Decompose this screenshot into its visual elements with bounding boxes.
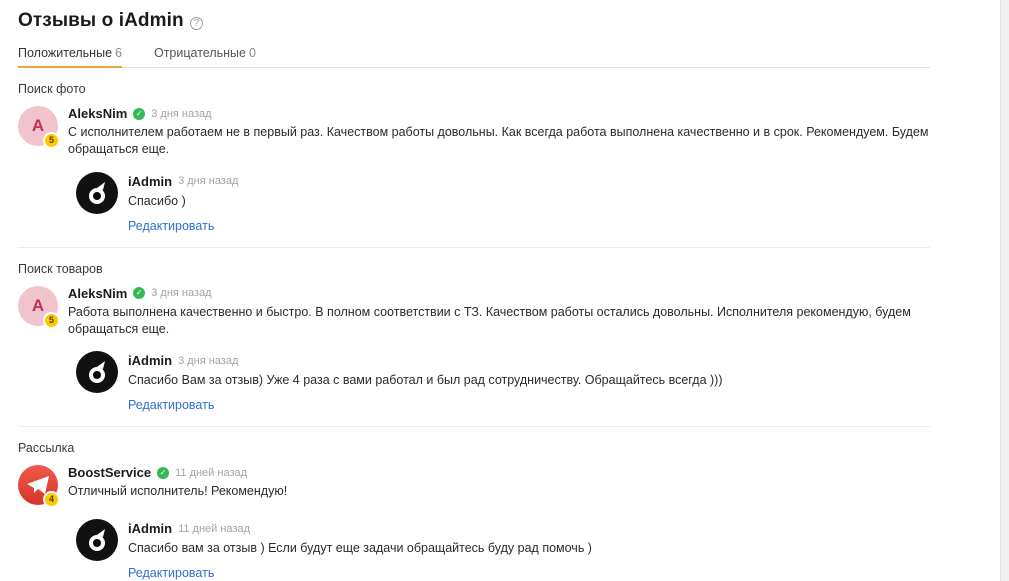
reply-author-line — [128, 174, 930, 189]
review-author-line — [68, 106, 930, 121]
tab-positive-count: 6 — [115, 46, 122, 60]
avatar-iadmin[interactable] — [76, 172, 118, 214]
rating-badge: 4 — [43, 491, 60, 508]
reply-author-line — [128, 521, 930, 536]
review-body — [68, 106, 930, 158]
edit-reply-link[interactable]: Редактировать — [128, 566, 215, 581]
review-reply — [76, 519, 930, 581]
review-text: Работа выполнена качественно и быстро. В полном соответствии с ТЗ. Качеством работы остались довольны. Исполнителя рекомендую, будем обращаться еще. — [68, 304, 911, 336]
reply-body — [128, 172, 930, 235]
avatar-iadmin[interactable] — [76, 519, 118, 561]
reply-body — [128, 351, 930, 414]
review-text: С исполнителем работаем не в первый раз. Качеством работы довольны. Как всегда работа выполнена качественно и в срок. Рекомендуем. Будем обращаться еще. — [68, 125, 929, 156]
reply-time: 3 дня назад — [178, 175, 239, 188]
reply-time: 11 дней назад — [178, 522, 250, 535]
rating-badge: 5 — [43, 132, 60, 149]
review-main-row — [18, 106, 930, 158]
page-header — [18, 0, 930, 32]
logo-icon — [87, 360, 107, 384]
page-scroll-strip[interactable] — [1000, 0, 1009, 581]
tab-positive[interactable] — [18, 42, 134, 67]
review-text: Отличный исполнитель! Рекомендую! — [68, 484, 288, 499]
review-section-label: Поиск фото — [18, 82, 86, 96]
avatar-iadmin[interactable] — [76, 351, 118, 393]
review-time: 3 дня назад — [151, 107, 212, 120]
reply-body — [128, 519, 930, 581]
review-item — [18, 427, 930, 581]
reply-text: Спасибо Вам за отзыв) Уже 4 раза с вами работал и был рад сотрудничеству. Обращайтесь всегда ))) — [128, 373, 723, 388]
review-reply — [76, 351, 930, 414]
review-main-row — [18, 286, 930, 338]
tab-negative[interactable] — [154, 42, 268, 67]
reply-author[interactable]: iAdmin — [128, 173, 173, 189]
avatar[interactable] — [18, 106, 58, 146]
review-body — [68, 286, 930, 338]
reply-author-line — [128, 353, 930, 368]
tab-negative-count: 0 — [248, 46, 256, 60]
avatar[interactable] — [18, 286, 58, 326]
reply-time: 3 дня назад — [178, 354, 239, 367]
edit-reply-link[interactable]: Редактировать — [128, 398, 215, 413]
edit-reply-link[interactable]: Редактировать — [128, 218, 215, 233]
review-author[interactable]: AleksNim — [68, 106, 128, 121]
reply-author[interactable]: iAdmin — [128, 521, 173, 537]
review-section-label: Рассылка — [18, 441, 75, 456]
review-item — [18, 248, 930, 428]
reviews-tabs — [18, 42, 930, 68]
reply-author[interactable]: iAdmin — [128, 353, 173, 369]
tab-negative-label: Отрицательные — [153, 46, 246, 60]
verified-check-icon: ✓ — [157, 467, 169, 479]
review-body — [68, 465, 930, 500]
avatar-initial: A — [18, 286, 58, 326]
reply-text: Спасибо ) — [128, 193, 186, 208]
avatar-initial: A — [18, 106, 58, 146]
tab-positive-label: Положительные — [18, 46, 113, 60]
review-author[interactable]: BoostService — [68, 465, 152, 481]
rating-badge: 5 — [43, 312, 60, 329]
review-main-row — [18, 465, 930, 505]
review-section-label: Поиск товаров — [18, 261, 103, 276]
verified-check-icon: ✓ — [133, 287, 145, 299]
reply-text: Спасибо вам за отзыв ) Если будут еще задачи обращайтесь буду рад помочь ) — [128, 541, 592, 556]
page-title: Отзывы о iAdmin — [18, 10, 184, 31]
review-time: 3 дня назад — [151, 287, 212, 300]
review-time: 11 дней назад — [175, 466, 248, 479]
review-author-line — [68, 286, 930, 301]
review-author-line — [68, 465, 930, 480]
review-reply — [76, 172, 930, 235]
question-circle-icon[interactable]: ? — [190, 17, 203, 30]
review-author[interactable]: AleksNim — [68, 285, 128, 301]
logo-icon — [87, 181, 107, 205]
review-item — [18, 68, 930, 248]
verified-check-icon: ✓ — [133, 108, 145, 120]
avatar[interactable] — [18, 465, 58, 505]
logo-icon — [87, 528, 107, 552]
